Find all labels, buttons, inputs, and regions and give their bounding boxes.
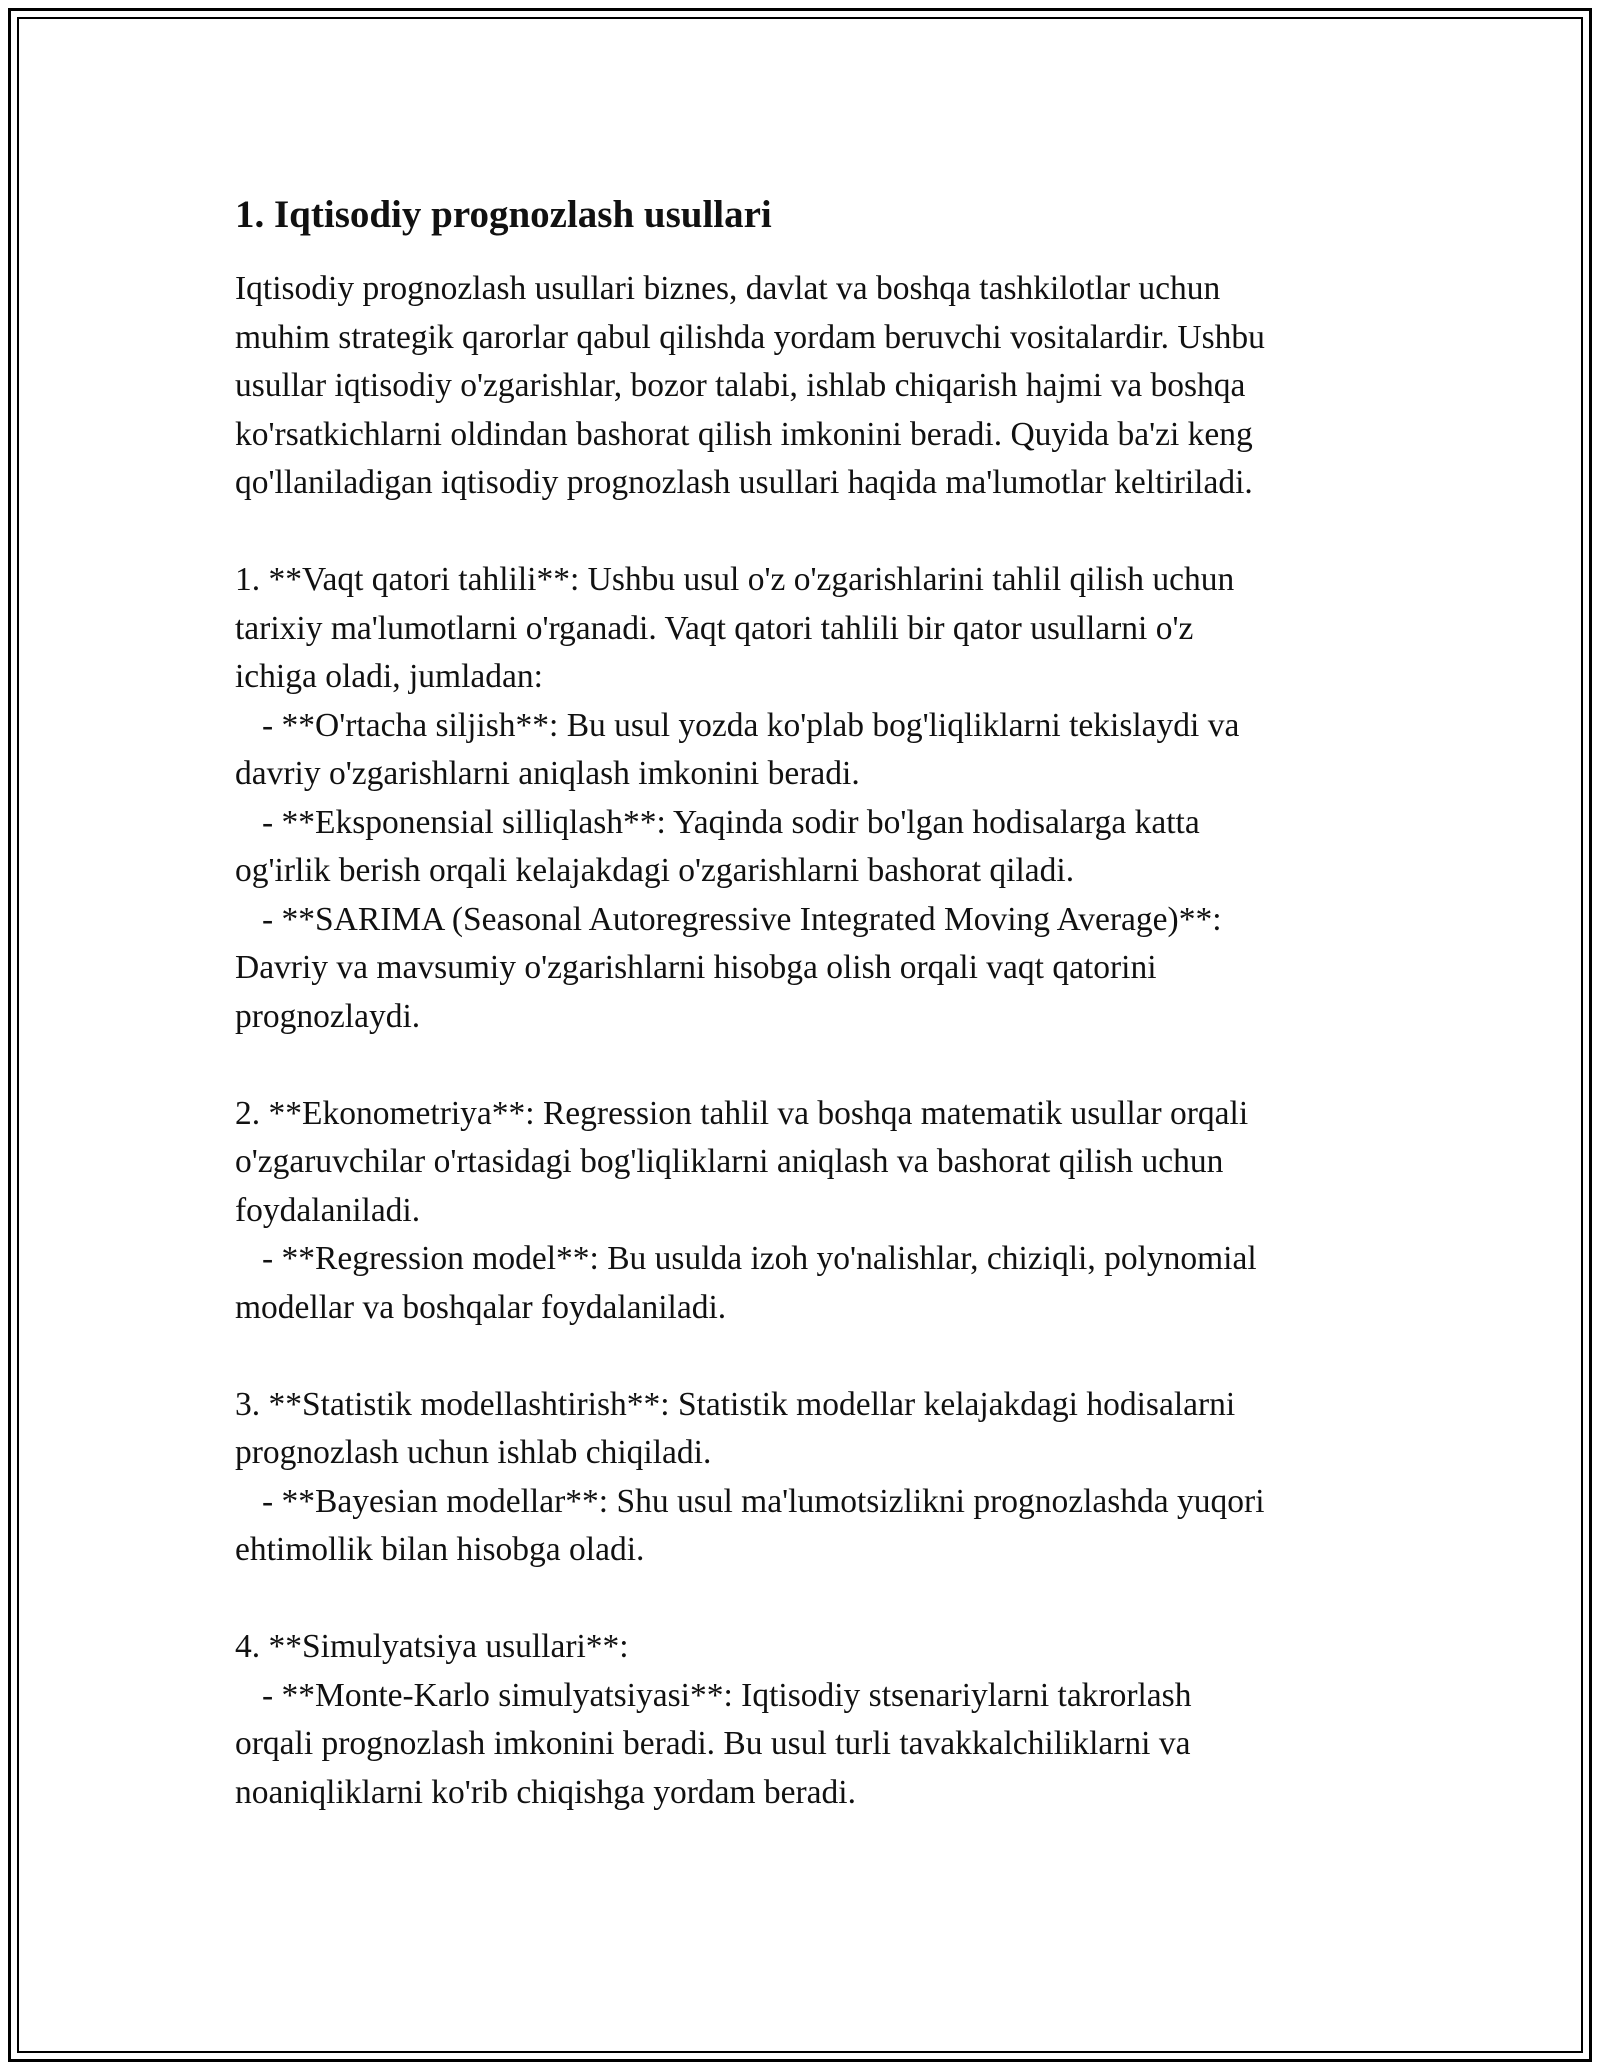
section-statistical-modeling (235, 1381, 1385, 1575)
text-line: ichiga oladi, jumladan: (235, 658, 543, 695)
text-line: - **SARIMA (Seasonal Autoregressive Integrated Moving Average)**: (262, 900, 1222, 938)
section-time-series (235, 556, 1385, 1041)
text-line: o'zgaruvchilar o'rtasidagi bog'liqliklarni aniqlash va bashorat qilish uchun (235, 1143, 1224, 1180)
spacer (235, 508, 1385, 557)
text-line: ehtimollik bilan hisobga oladi. (235, 1531, 645, 1568)
spacer (235, 1575, 1385, 1624)
spacer (235, 1041, 1385, 1090)
text-line: Davriy va mavsumiy o'zgarishlarni hisobga olish orqali vaqt qatorini (235, 949, 1157, 986)
text-line: - **Regression model**: Bu usulda izoh yo'nalishlar, chiziqli, polynomial (262, 1240, 1257, 1277)
text-line: 1. **Vaqt qatori tahlili**: Ushbu usul o'z o'zgarishlarini tahlil qilish uchun (235, 561, 1235, 598)
text-line: qo'llaniladigan iqtisodiy prognozlash usullari haqida ma'lumotlar keltiriladi. (235, 464, 1253, 501)
text-line: ko'rsatkichlarni oldindan bashorat qilish imkonini beradi. Quyida ba'zi keng (235, 415, 1253, 453)
text-line: Iqtisodiy prognozlash usullari biznes, davlat va boshqa tashkilotlar uchun (235, 270, 1221, 307)
document-title: 1. Iqtisodiy prognozlash usullari (235, 193, 772, 236)
text-line: foydalaniladi. (235, 1191, 421, 1229)
text-line: og'irlik berish orqali kelajakdagi o'zgarishlarni bashorat qiladi. (235, 852, 1075, 889)
text-line: prognozlaydi. (235, 997, 421, 1035)
text-line: davriy o'zgarishlarni aniqlash imkonini beradi. (235, 755, 860, 792)
text-line: 3. **Statistik modellashtirish**: Statistik modellar kelajakdagi hodisalarni (235, 1385, 1236, 1423)
text-line: 4. **Simulyatsiya usullari**: (235, 1628, 629, 1665)
text-line: usullar iqtisodiy o'zgarishlar, bozor talabi, ishlab chiqarish hajmi va boshqa (235, 367, 1246, 404)
text-line: muhim strategik qarorlar qabul qilishda yordam beruvchi vositalardir. Ushbu (235, 318, 1265, 356)
text-line: tarixiy ma'lumotlarni o'rganadi. Vaqt qatori tahlili bir qator usullarni o'z (235, 609, 1194, 647)
intro-paragraph (235, 265, 1385, 508)
text-line: modellar va boshqalar foydalaniladi. (235, 1288, 727, 1326)
document-body (235, 185, 1385, 1817)
section-econometrics (235, 1090, 1385, 1333)
text-line: - **Bayesian modellar**: Shu usul ma'lumotsizlikni prognozlashda yuqori (262, 1482, 1265, 1520)
section-simulation (235, 1623, 1385, 1817)
text-line: orqali prognozlash imkonini beradi. Bu usul turli tavakkalchiliklarni va (235, 1725, 1191, 1762)
text-line: - **Monte-Karlo simulyatsiyasi**: Iqtisodiy stsenariylarni takrorlash (262, 1676, 1192, 1714)
text-line: 2. **Ekonometriya**: Regression tahlil va boshqa matematik usullar orqali (235, 1094, 1249, 1132)
text-line: - **Eksponensial silliqlash**: Yaqinda sodir bo'lgan hodisalarga katta (262, 803, 1200, 841)
text-line: noaniqliklarni ko'rib chiqishga yordam beradi. (235, 1773, 856, 1811)
text-line: prognozlash uchun ishlab chiqiladi. (235, 1434, 712, 1471)
spacer (235, 1332, 1385, 1381)
text-line: - **O'rtacha siljish**: Bu usul yozda ko'plab bog'liqliklarni tekislaydi va (262, 706, 1240, 744)
